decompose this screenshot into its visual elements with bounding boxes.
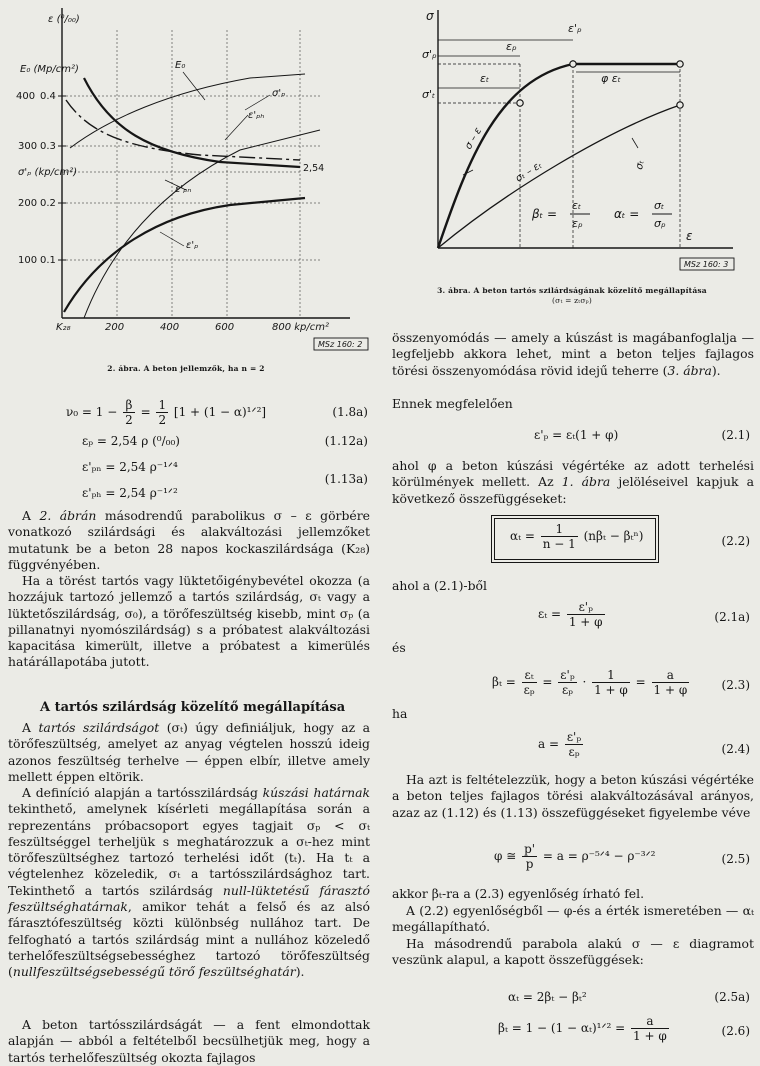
figure-2-chart [0,0,372,362]
ytick-100: 100 [18,255,38,266]
equation-number-2-5: (2.5) [721,852,750,866]
equation-2-4: a = $\frac{\text{ε'ₚ}}{\text{εₚ}}$ [538,730,582,759]
formula-alpha-lhs: αₜ = [614,207,640,221]
xtick-400: 400 [160,322,180,333]
equation-number-2-1a: (2.1a) [714,610,750,624]
figure-2-e0-axis-label: E₀ (Mp/cm²) [20,64,79,75]
paragraph-definition: A tartós szilárdságot (σₜ) úgy definiáljuk, hogy az a törőfeszültség, amelyet az anyag végtelen hosszú ideig azonos feszültség terhelve — éppen elbír, illetve amely mellett éppen eltörik. [8,720,370,784]
ytick-02: 0.2 [40,198,56,209]
label-sp: σ'ₚ [272,88,286,99]
equation-number-1-12a: (1.12a) [324,434,368,448]
label-ep-top: ε'ₚ [568,22,582,35]
equation-2-5: φ ≅ $\frac{p'}{p}$ = a = ρ⁻⁵ᐟ⁴ − ρ⁻³ᐟ² [494,842,656,871]
paragraph-parabola: Ha másodrendű parabola alakú σ — ε diagramot veszünk alapul, a kapott összefüggések: [392,936,754,968]
label-ep-inner: εₚ [506,40,517,53]
ytick-200: 200 [18,198,38,209]
ytick-01: 0.1 [40,255,56,266]
label-phi-et: φ εₜ [601,72,621,85]
paragraph-assumption: Ha azt is feltételezzük, hogy a beton kúszási végértéke a beton teljes fajlagos törési alakváltozásával arányos, azaz az (1.12) és (1.13) összefüggéseket figyelembe véve [392,772,754,820]
equation-number-2-2: (2.2) [721,534,750,548]
formula-beta-lhs: βₜ = [532,207,558,221]
ytick-03: 0.3 [40,141,56,152]
equation-2-1a: εₜ = $\frac{\text{ε'ₚ}}{1 + \varphi}$ [538,600,603,629]
label-curve-low: σₜ – εₜ [513,159,545,185]
xtick-800: 800 kp/cm² [272,322,330,333]
equation-number-1-8a: (1.8a) [332,405,368,419]
paragraph-creep-limit: A definíció alapján a tartósszilárdság kúszási határnak tekinthető, amelynek kísérleti megállapítása során a reprezentáns próbacsoport egyes tagjait σₚ < σₜ feszültséggel terheljük s meghatározzuk a σₜ-hez mint törőfeszültséghez tartozó terhelési időt (tₜ). Ha tₜ a végtelenhez közeledik, σₜ a tartósszilárdsághoz tart. Tekinthető a tartós szilárdság null-lüktetésű fárasztó feszültséghatárnak, amikor tehát a felső és az alsó fárasztófeszültség közti különbség nullához tart. De felfogható a tartós szilárdság mint a nullához közeledő terhelőfeszültségsebességhez tartozó törőfeszültség (nullfeszültségsebességű törő feszültséghatár). [8,785,370,980]
equation-number-2-5a: (2.5a) [714,990,750,1004]
figure-3-caption: 3. ábra. A beton tartós szilárdságának közelítő megállapítása [437,286,707,295]
equation-1-8a: ν₀ = 1 − $\frac{\beta}{2}$ = $\frac{1}{2}$ [1 + (1 − α)¹ᐟ²] [66,398,267,427]
formula-alpha-num: σₜ [654,199,665,212]
figure-2-caption: 2. ábra. A beton jellemzők, ha n = 2 [107,364,265,373]
equation-number-2-1: (2.1) [721,428,750,442]
equation-2-1: ε'ₚ = εₜ(1 + φ) [534,428,619,442]
figure-3-subcaption: (σₜ = zₜσₚ) [552,296,592,305]
paragraph-compression: összenyomódás — amely a kúszást is magábanfoglalja — legfeljebb akkora lehet, mint a beton teljes fajlagos törési összenyomódása rövid idejű teherre (3. ábra). [392,330,754,378]
equation-2-5a: αₜ = 2βₜ − βₜ² [508,990,587,1004]
label-curve-up: σ – ε [463,125,485,152]
paragraph-then: akkor βₜ-ra a (2.3) egyenlőség írható fel. [392,886,645,901]
paragraph-and: és [392,640,406,655]
figure-3-chart [388,0,756,290]
ytick-400: 400 [16,91,36,102]
equation-number-2-6: (2.6) [721,1024,750,1038]
paragraph-figure-2-description: A 2. ábrán másodrendű parabolikus σ – ε görbére vonatkozó szilárdsági és alakváltozási jellemzőket mutatunk be a beton 28 napos kockaszilárdsága (K₂₈) függvényében. [8,508,370,572]
paragraph-if: ha [392,706,408,721]
label-sigma-axis: σ [426,9,434,23]
equation-number-1-13a: (1.13a) [324,472,368,486]
equation-number-2-4: (2.4) [721,742,750,756]
label-st-vertical: σₜ [634,159,647,171]
label-sp: σ'ₚ [422,48,437,61]
equation-2-2: αₜ = $\frac{1}{n - 1}$ (nβₜ − βₜⁿ) [510,522,644,551]
label-epsilon-axis: ε [686,229,693,243]
figure-3-stamp: MSz 160: 3 [684,260,729,269]
ytick-04: 0.4 [40,91,56,102]
equation-number-2-3: (2.3) [721,678,750,692]
curve-epn [66,100,300,160]
xtick-600: 600 [215,322,235,333]
label-e0: E₀ [175,60,186,71]
label-et: εₜ [480,72,490,85]
xtick-k28: K₂₈ [56,322,71,333]
label-epn: ε'ₚₙ [175,184,192,195]
equation-2-3: βₜ = $\frac{\text{εₜ}}{\text{εₚ}}$ = $\frac{\text{ε'ₚ}}{\text{εₚ}}$ · $\frac{1}{1 + \varphi}$ = $\frac{a}{1 + \varphi}$ [492,668,688,697]
equation-2-6: βₜ = 1 − (1 − αₜ)¹ᐟ² = $\frac{a}{1 + \varphi}$ [498,1014,667,1043]
paragraph-from-2-1: ahol a (2.1)-ből [392,578,487,593]
figure-2-yaxis-label: ε (⁰/₀₀) [48,14,80,25]
paragraph-estimation: A beton tartósszilárdságát — a fent elmondottak alapján — abból a feltételből becsülhetjük meg, hogy a tartós terhelőfeszültség okozta fajlagos [8,1017,370,1065]
paragraph-fatigue-loading: Ha a törést tartós vagy lüktetőigénybevétel okozza (a hozzájuk tartozó jellemző a tartós szilárdság, σₜ vagy a lüktetőszilárdság, σ₀), a törőfeszültség kisebb, mint σₚ (a pillanatnyi nyomószilárdság) s a próbatest alakváltozási kapacitása kimerült, illetve a próbatest a kimerülés határállapotába jutott. [8,573,370,670]
ytick-300: 300 [18,141,38,152]
label-ep: ε'ₚ [186,240,199,251]
paragraph-creep-final: ahol φ a beton kúszási végértéke az adott terhelési körülmények mellett. Az 1. ábra jelöléseivel kapjuk a következő összefüggéseket: [392,458,754,506]
figure-2-grid [62,30,320,318]
formula-beta-den: εₚ [572,217,583,230]
figure-2-sp-axis-label: σ'ₚ (kp/cm²) [18,167,78,178]
label-eph: ε'ₚₕ [248,110,265,121]
curve-ep [64,198,305,312]
paragraph-from-2-2: A (2.2) egyenlőségből — φ-és a érték ismeretében — αₜ megállapítható. [392,903,754,935]
equation-1-12a: εₚ = 2,54 ρ (⁰/₀₀) [82,434,180,448]
label-st: σ'ₜ [422,88,436,101]
label-254: 2,54 [303,163,325,174]
xtick-200: 200 [105,322,125,333]
equation-1-13a-first: ε'ₚₙ = 2,54 ρ⁻¹ᐟ⁴ [82,460,178,474]
equation-1-13a-second: ε'ₚₕ = 2,54 ρ⁻¹ᐟ² [82,486,178,500]
formula-beta-num: εₜ [572,199,582,212]
paragraph-accordingly: Ennek megfelelően [392,396,513,411]
section-heading: A tartós szilárdság közelítő megállapítása [40,700,346,715]
formula-alpha-den: σₚ [654,217,666,230]
figure-2-stamp: MSz 160: 2 [318,340,363,349]
